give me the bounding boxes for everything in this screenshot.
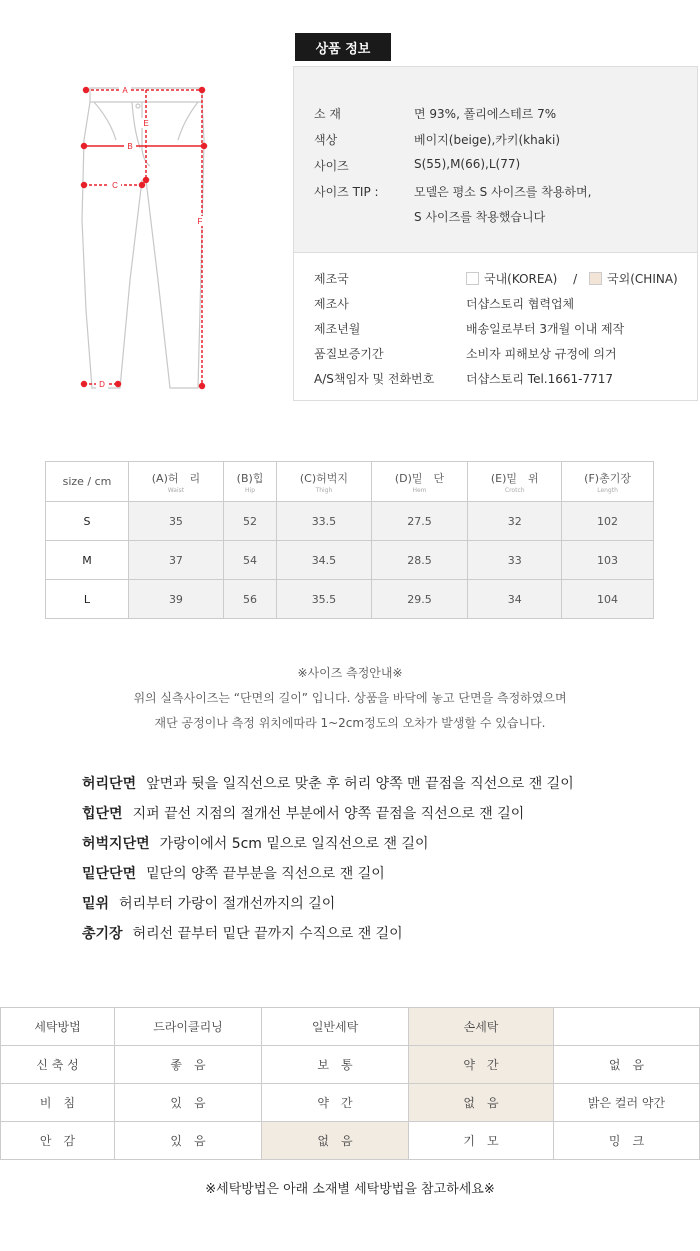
size-header-thigh: [277, 462, 371, 502]
label-a: A: [122, 86, 128, 95]
maker-key: 제조사: [314, 297, 349, 311]
table-row: [46, 541, 654, 580]
wash-header-row: [1, 1008, 700, 1046]
measure-desc: 밑단의 양쪽 끝부분을 직선으로 잰 길이: [146, 866, 385, 882]
material-key: 소 재: [314, 107, 341, 121]
size-key: 사이즈: [314, 159, 349, 173]
size-cell: 35: [129, 502, 224, 541]
origin-value: [466, 270, 678, 287]
table-row: [46, 502, 654, 541]
size-cell: 54: [223, 541, 276, 580]
wash-cell: 밍 크: [554, 1122, 700, 1160]
table-row: [46, 580, 654, 619]
size-cell: 28.5: [371, 541, 468, 580]
product-info-title: 상품 정보: [295, 33, 391, 61]
size-cell: 56: [223, 580, 276, 619]
origin-foreign-swatch: [589, 272, 602, 285]
table-row: [1, 1084, 700, 1122]
label-b: B: [127, 142, 133, 151]
measure-hem: [82, 863, 385, 883]
wash-cell: 안 감: [1, 1122, 115, 1160]
wash-cell: 보 통: [262, 1046, 409, 1084]
wash-cell: 있 음: [115, 1122, 262, 1160]
wash-cell: 비 침: [1, 1084, 115, 1122]
color-key: 색상: [314, 133, 338, 147]
product-info-basic: [293, 66, 698, 253]
size-cell: 39: [129, 580, 224, 619]
size-tip-line1: 모델은 평소 S 사이즈를 착용하며,: [414, 185, 592, 199]
label-d: D: [99, 380, 105, 389]
guide-title: ※사이즈 측정안내※: [297, 666, 403, 680]
guide-line2: 재단 공정이나 측정 위치에따라 1~2cm정도의 오차가 발생할 수 있습니다.: [154, 716, 546, 730]
measure-term: 밑위: [82, 896, 110, 912]
material-value: 면 93%, 폴리에스테르 7%: [414, 107, 557, 121]
size-label: M: [46, 541, 129, 580]
size-label: L: [46, 580, 129, 619]
size-table: [45, 461, 654, 619]
pants-diagram: [70, 80, 220, 400]
measure-term: 허벅지단면: [82, 836, 150, 852]
wash-table: [0, 1007, 700, 1160]
measure-term: 총기장: [82, 926, 123, 942]
wash-cell: 없 음: [262, 1122, 409, 1160]
warranty-value: 소비자 피해보상 규정에 의거: [466, 347, 617, 361]
size-cell: 102: [562, 502, 654, 541]
size-table-corner: size / cm: [46, 462, 129, 502]
origin-foreign: 국외(CHINA): [607, 272, 678, 286]
wash-cell: 밝은 컬러 약간: [554, 1084, 700, 1122]
size-tip-line2: S 사이즈를 착용했습니다: [414, 210, 546, 224]
wash-cell: 신 축 성: [1, 1046, 115, 1084]
size-label: S: [46, 502, 129, 541]
manufacture-date-value: 배송일로부터 3개월 이내 제작: [466, 322, 625, 336]
header-sub: Waist: [167, 486, 185, 494]
size-cell: 37: [129, 541, 224, 580]
measure-waist: [82, 773, 574, 793]
wash-cell: 없 음: [554, 1046, 700, 1084]
measure-length: [82, 923, 403, 943]
size-cell: 33.5: [277, 502, 371, 541]
as-contact-value: 더샵스토리 Tel.1661-7717: [466, 372, 614, 386]
measure-desc: 가랑이에서 5cm 밑으로 일직선으로 잰 길이: [159, 836, 429, 852]
wash-cell: 약 간: [409, 1046, 554, 1084]
header-sub: Hem: [412, 486, 427, 494]
wash-cell: 있 음: [115, 1084, 262, 1122]
size-cell: 29.5: [371, 580, 468, 619]
size-header-waist: [129, 462, 224, 502]
size-tip-key: 사이즈 TIP :: [314, 185, 379, 199]
size-cell: 32: [468, 502, 562, 541]
header-sub: Thigh: [315, 486, 333, 494]
table-row: [1, 1122, 700, 1160]
origin-key: 제조국: [314, 272, 349, 286]
header-sub: Length: [597, 486, 618, 494]
product-info-legal: [293, 253, 698, 401]
size-header-hem: [371, 462, 468, 502]
wash-cell: 없 음: [409, 1084, 554, 1122]
origin-separator: /: [573, 272, 578, 286]
size-cell: 33: [468, 541, 562, 580]
measure-desc: 허리선 끝부터 밑단 끝까지 수직으로 잰 길이: [132, 926, 403, 942]
wash-cell: 좋 음: [115, 1046, 262, 1084]
size-value: S(55),M(66),L(77): [414, 157, 521, 171]
size-cell: 104: [562, 580, 654, 619]
header-label: (D)밑 단: [394, 471, 445, 485]
measure-term: 힙단면: [82, 806, 123, 822]
size-table-header: [46, 462, 654, 502]
size-cell: 27.5: [371, 502, 468, 541]
size-cell: 52: [223, 502, 276, 541]
measure-desc: 앞면과 뒷을 일직선으로 맞춘 후 허리 양쪽 맨 끝점을 직선으로 잰 길이: [146, 776, 574, 792]
size-cell: 34.5: [277, 541, 371, 580]
header-label: (A)허 리: [151, 471, 201, 485]
wash-note: ※세탁방법은 아래 소재별 세탁방법을 참고하세요※: [205, 1182, 495, 1197]
header-label: (C)허벅지: [299, 471, 349, 485]
label-f: F: [197, 217, 203, 226]
label-e: E: [143, 119, 149, 128]
wash-cell: 약 간: [262, 1084, 409, 1122]
measure-desc: 허리부터 가랑이 절개선까지의 길이: [119, 896, 336, 912]
measure-term: 밑단단면: [82, 866, 137, 882]
measure-crotch: [82, 893, 335, 913]
as-contact-key: A/S책임자 및 전화번호: [314, 372, 435, 386]
manufacture-date-key: 제조년월: [314, 322, 361, 336]
origin-domestic: 국내(KOREA): [484, 272, 558, 286]
size-cell: 34: [468, 580, 562, 619]
wash-header-cell: 세탁방법: [1, 1008, 115, 1046]
wash-header-cell: 드라이클리닝: [115, 1008, 262, 1046]
maker-value: 더샵스토리 협력업체: [466, 297, 575, 311]
wash-header-cell: 손세탁: [409, 1008, 554, 1046]
wash-cell: 기 모: [409, 1122, 554, 1160]
header-sub: Crotch: [504, 486, 525, 494]
measure-desc: 지퍼 끝선 지점의 절개선 부분에서 양쪽 끝점을 직선으로 잰 길이: [132, 806, 525, 822]
wash-header-cell: [554, 1008, 700, 1046]
header-label: (B)힙: [236, 471, 264, 485]
size-header-length: [562, 462, 654, 502]
origin-domestic-swatch: [466, 272, 479, 285]
label-c: C: [112, 181, 118, 190]
warranty-key: 품질보증기간: [314, 347, 384, 361]
header-label: (F)총기장: [584, 471, 631, 485]
measure-thigh: [82, 833, 429, 853]
size-cell: 103: [562, 541, 654, 580]
size-header-hip: [223, 462, 276, 502]
header-label: (E)밑 위: [490, 471, 539, 485]
guide-line1: 위의 실측사이즈는 “단면의 길이” 입니다. 상품을 바닥에 놓고 단면을 측정하였으며: [133, 691, 567, 705]
wash-header-cell: 일반세탁: [262, 1008, 409, 1046]
color-value: 베이지(beige),카키(khaki): [414, 133, 561, 147]
table-row: [1, 1046, 700, 1084]
size-cell: 35.5: [277, 580, 371, 619]
size-header-crotch: [468, 462, 562, 502]
measure-term: 허리단면: [82, 776, 137, 792]
header-sub: Hip: [245, 486, 256, 494]
measure-hip: [82, 803, 524, 823]
